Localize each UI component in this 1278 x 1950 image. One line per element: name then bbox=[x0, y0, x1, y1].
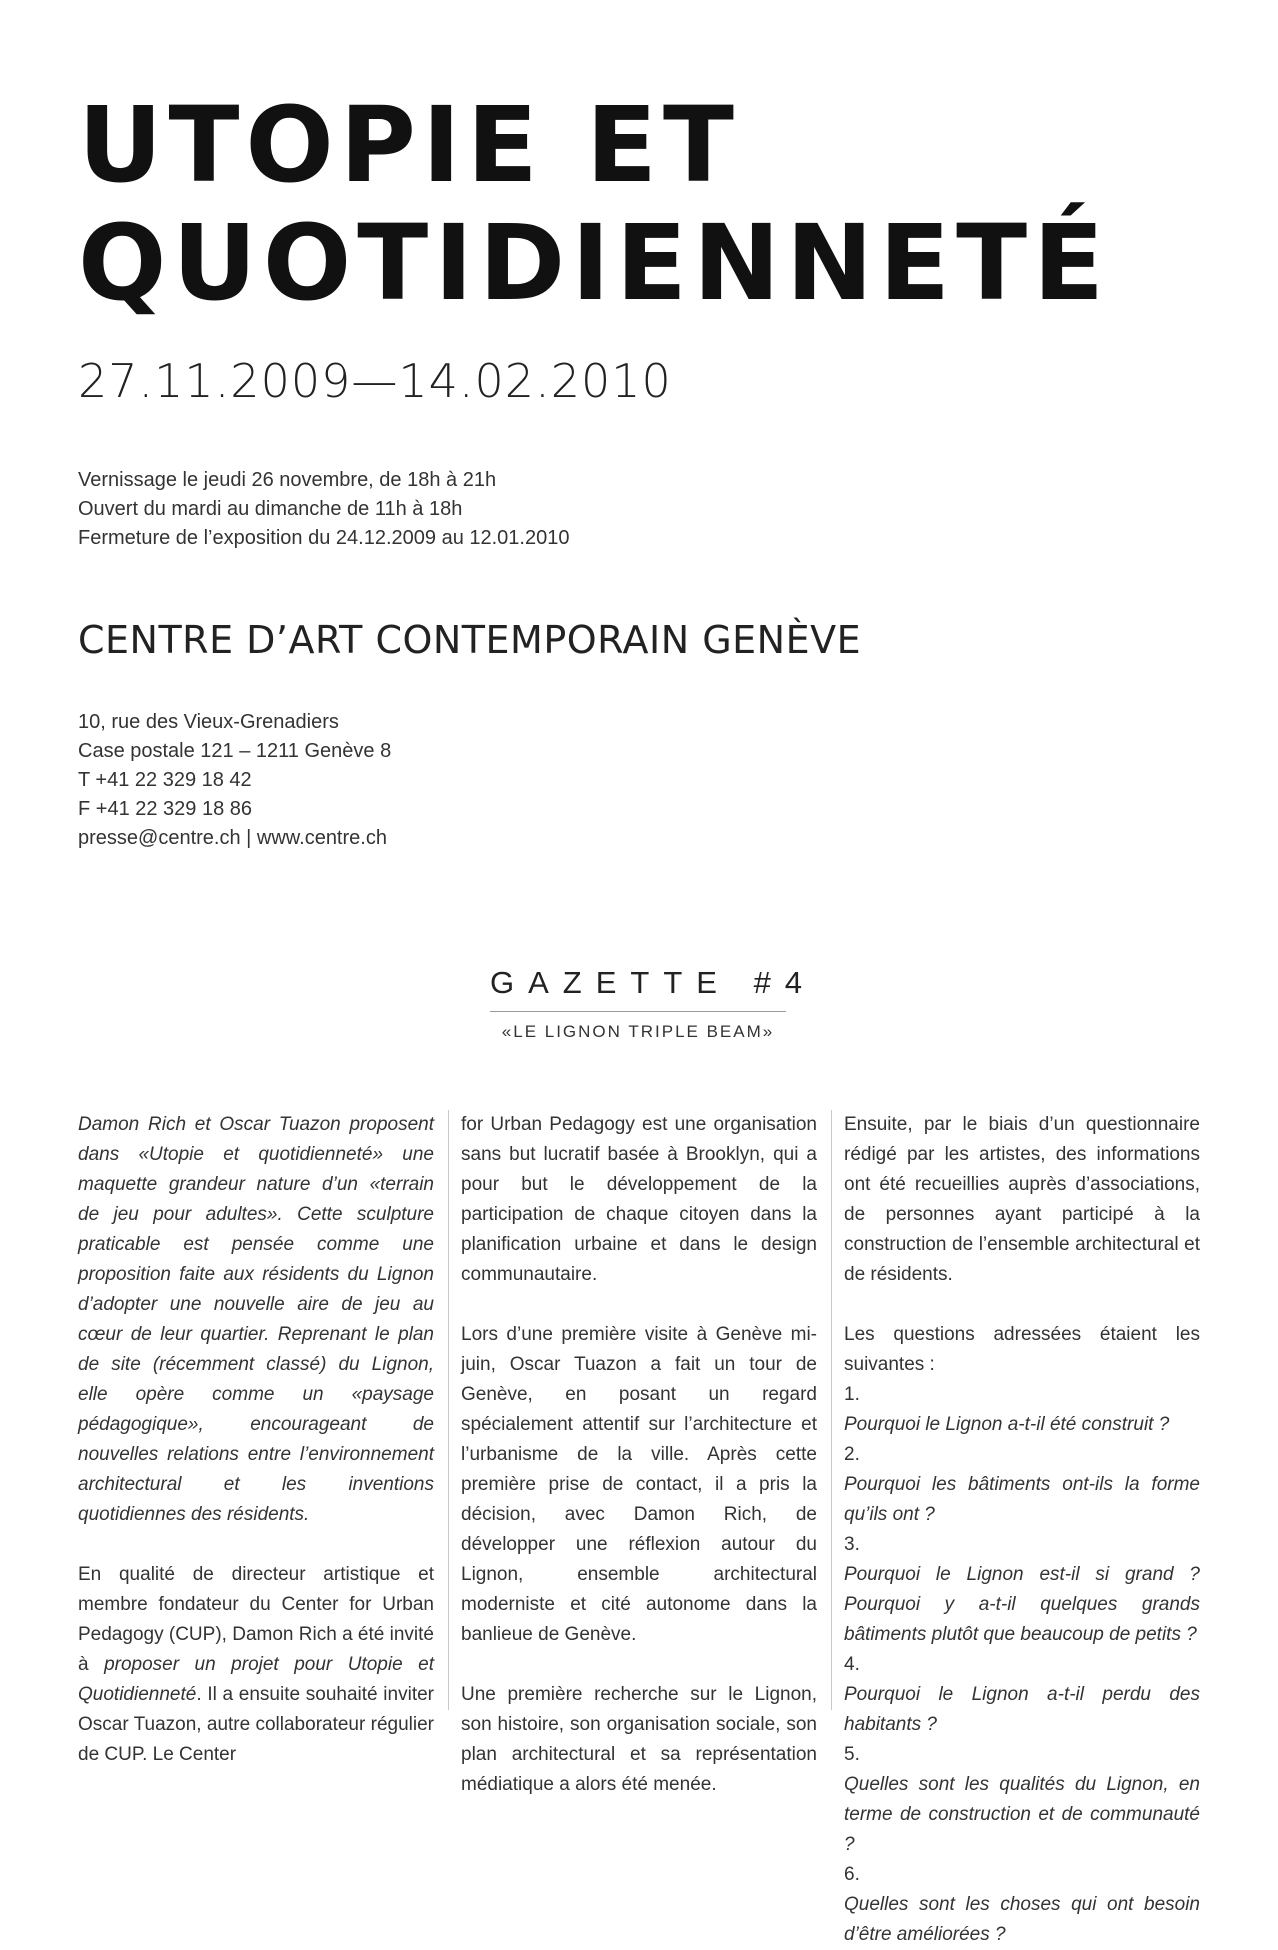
question-number: 4. bbox=[844, 1654, 860, 1675]
paragraph: Une première recherche sur le Lignon, son histoire, son organisation sociale, son plan architectural et sa représentation médiatique a alors été menée. bbox=[461, 1684, 817, 1795]
paragraph: Damon Rich et Oscar Tuazon proposent dans «Utopie et quotidienneté» une maquette grandeur nature d’un «terrain de jeu pour adultes». Cette sculpture praticable est pensée comme une proposition faite aux résidents du Lignon d’adopter une nouvelle aire de jeu au cœur de leur quartier. Reprenant le plan de site (récemment classé) du Lignon, elle opère comme un «paysage pédagogique», encourageant de nouvelles relations entre l’environnement architectural et les inventions quotidiennes des résidents. bbox=[78, 1114, 434, 1525]
info-line-vernissage: Vernissage le jeudi 26 novembre, de 18h à 21h bbox=[78, 469, 497, 491]
paragraph bbox=[78, 1560, 434, 1770]
question-number: 5. bbox=[844, 1744, 860, 1765]
fax-number: F +41 22 329 18 86 bbox=[78, 798, 253, 820]
question-item bbox=[844, 1380, 1200, 1440]
question-text: Quelles sont les choses qui ont besoin d’être améliorées ? bbox=[844, 1894, 1200, 1945]
info-line-closure: Fermeture de l’exposition du 24.12.2009 au 12.01.2010 bbox=[78, 527, 570, 549]
address-street: 10, rue des Vieux-Grenadiers bbox=[78, 711, 339, 733]
paragraph: Lors d’une première visite à Genève mi-juin, Oscar Tuazon a fait un tour de Genève, en posant un regard spécialement attentif sur l’architecture et l’urbanisme de la ville. Après cette première prise de contact, il a pris la décision, avec Damon Rich, de développer une réflexion autour du Lignon, ensemble architectural moderniste et cité autonome dans la banlieue de Genève. bbox=[461, 1324, 817, 1645]
text-run: . Il a ensuite souhaité inviter Oscar Tuazon, autre collaborateur régulier de CUP. Le Center bbox=[78, 1684, 434, 1765]
question-text: Pourquoi le Lignon a-t-il perdu des habitants ? bbox=[844, 1684, 1200, 1735]
info-line-hours: Ouvert du mardi au dimanche de 11h à 18h bbox=[78, 498, 463, 520]
gazette-subtitle: «LE LIGNON TRIPLE BEAM» bbox=[501, 1022, 775, 1041]
exhibition-title bbox=[78, 86, 1218, 322]
title-line-2: QUOTIDIENNETÉ bbox=[78, 202, 1111, 324]
phone-number: T +41 22 329 18 42 bbox=[78, 769, 252, 791]
question-item bbox=[844, 1530, 1200, 1650]
email-web-line: presse@centre.ch | www.centre.ch bbox=[78, 827, 387, 849]
article-column-1 bbox=[78, 1110, 434, 1800]
question-number: 6. bbox=[844, 1864, 860, 1885]
question-text: Pourquoi le Lignon est-il si grand ? Pourquoi y a-t-il quelques grands bâtiments plutôt que beaucoup de petits ? bbox=[844, 1564, 1200, 1645]
paragraph: Ensuite, par le biais d’un questionnaire rédigé par les artistes, des informations ont été recueillies auprès d’associations, de personnes ayant participé à la construction de l’ensemble architectural et de résidents. bbox=[844, 1114, 1200, 1285]
column-divider bbox=[831, 1110, 832, 1710]
question-number: 1. bbox=[844, 1384, 860, 1405]
venue-contact bbox=[78, 708, 391, 853]
question-number: 3. bbox=[844, 1534, 860, 1555]
paragraph: for Urban Pedagogy est une organisation sans but lucratif basée à Brooklyn, qui a pour but le développement de la participation de chaque citoyen dans la planification urbaine et dans le design communautaire. bbox=[461, 1114, 817, 1285]
question-item bbox=[844, 1860, 1200, 1950]
venue-name: CENTRE D’ART CONTEMPORAIN GENÈVE bbox=[78, 618, 862, 662]
address-postal: Case postale 121 – 1211 Genève 8 bbox=[78, 740, 392, 762]
question-item bbox=[844, 1650, 1200, 1740]
opening-info bbox=[78, 466, 569, 553]
article-columns bbox=[78, 1110, 1200, 1945]
question-text: Pourquoi les bâtiments ont-ils la forme qu’ils ont ? bbox=[844, 1474, 1200, 1525]
paragraph: Les questions adressées étaient les suivantes : bbox=[844, 1324, 1200, 1375]
title-line-1: UTOPIE ET bbox=[78, 84, 740, 206]
question-list bbox=[844, 1380, 1200, 1950]
text-run-italic: proposer un projet pour Utopie et Quotidienneté bbox=[78, 1654, 434, 1705]
question-number: 2. bbox=[844, 1444, 860, 1465]
article-column-2 bbox=[461, 1110, 817, 1830]
exhibition-dates: 27.11.2009—14.02.2010 bbox=[78, 354, 672, 408]
gazette-title: GAZETTE #4 bbox=[490, 965, 786, 1012]
text-run: En qualité de directeur artistique et membre fondateur du Center for Urban Pedagogy (CUP), Damon Rich a été invité à bbox=[78, 1564, 434, 1675]
article-column-3 bbox=[844, 1110, 1200, 1950]
column-divider bbox=[448, 1110, 449, 1710]
question-text: Pourquoi le Lignon a-t-il été construit ? bbox=[844, 1414, 1170, 1435]
question-item bbox=[844, 1740, 1200, 1860]
gazette-heading bbox=[490, 965, 817, 1042]
question-text: Quelles sont les qualités du Lignon, en terme de construction et de communauté ? bbox=[844, 1774, 1200, 1855]
question-item bbox=[844, 1440, 1200, 1530]
